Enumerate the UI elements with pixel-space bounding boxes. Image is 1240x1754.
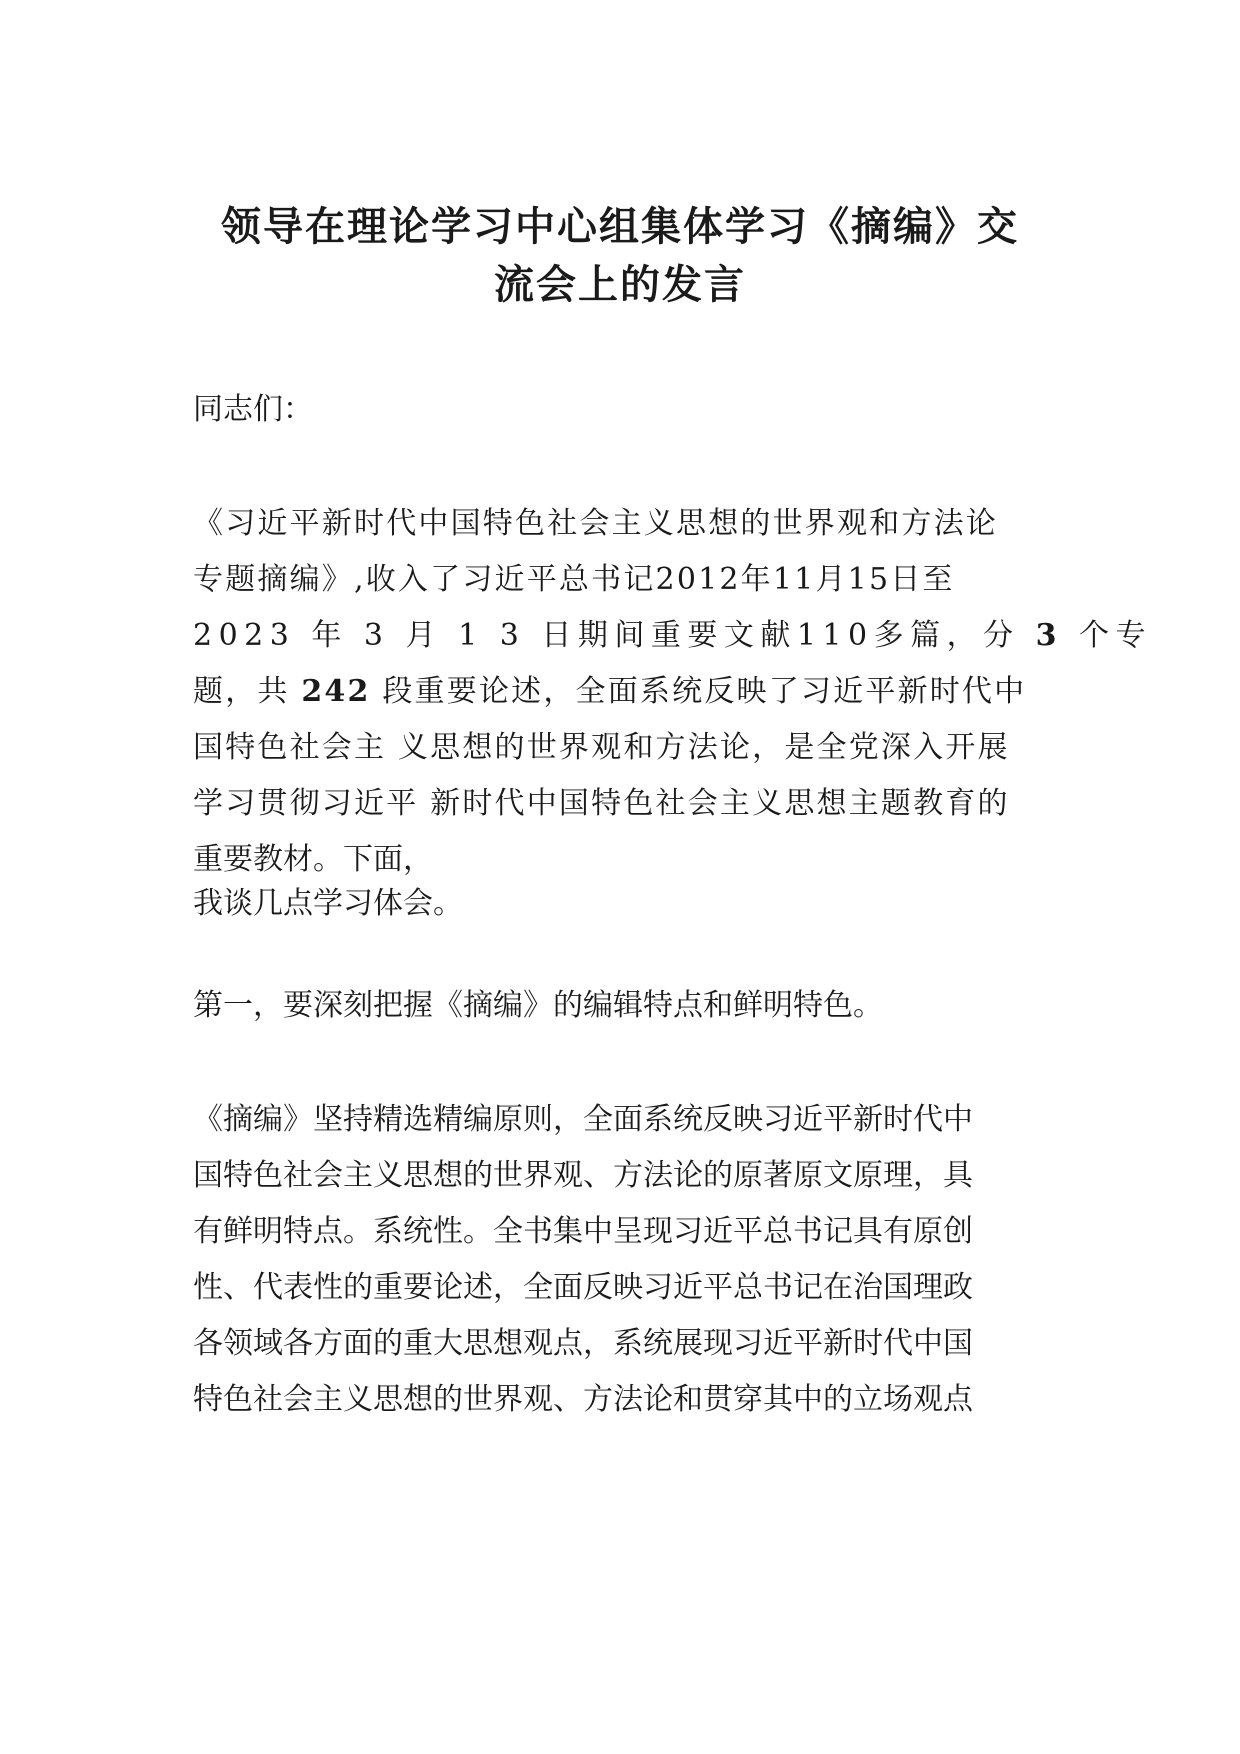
discourse-count: 242 xyxy=(301,674,371,709)
paragraph-1-line xyxy=(193,608,1153,664)
document-title xyxy=(160,198,1080,314)
greeting xyxy=(193,382,1053,438)
title-line-2: 流会上的发言 xyxy=(494,262,746,308)
paragraph-1 xyxy=(193,496,1153,932)
paragraph-1-line: 重要教材。下面， xyxy=(193,842,433,877)
paragraph-1-text: 段重要论述，全面系统反映了习近平新时代中 xyxy=(370,674,1027,709)
paragraph-2-line: 特色社会主义思想的世界观、方法论和贯穿其中的立场观点 xyxy=(193,1382,973,1417)
title-line-1: 领导在理论学习中心组集体学习《摘编》交 xyxy=(221,204,1019,250)
section-1-heading-text: 第一，要深刻把握《摘编》的编辑特点和鲜明特色。 xyxy=(193,988,883,1023)
greeting-text: 同志们： xyxy=(193,392,313,427)
topic-count: 3 xyxy=(1035,618,1063,653)
paragraph-1-line: 学习贯彻习近平 新时代中国特色社会主义思想主题教育的 xyxy=(193,786,1010,821)
paragraph-1-text: 2023 年 3 月 1 3 日期间重要文献110多篇，分 xyxy=(193,618,1036,653)
paragraph-1-line: 我谈几点学习体会。 xyxy=(193,886,463,921)
paragraph-1-text: 题，共 xyxy=(193,674,302,709)
paragraph-1-line: 国特色社会主 义思想的世界观和方法论，是全党深入开展 xyxy=(193,730,1010,765)
section-1-heading xyxy=(193,978,1053,1034)
paragraph-2-line: 有鲜明特点。系统性。全书集中呈现习近平总书记具有原创 xyxy=(193,1214,973,1249)
paragraph-1-line: 《习近平新时代中国特色社会主义思想的世界观和方法论 xyxy=(193,506,998,541)
paragraph-2 xyxy=(193,1092,1053,1428)
paragraph-1-line xyxy=(193,664,1053,720)
paragraph-2-line: 性、代表性的重要论述，全面反映习近平总书记在治国理政 xyxy=(193,1270,973,1305)
paragraph-2-line: 各领域各方面的重大思想观点，系统展现习近平新时代中国 xyxy=(193,1326,973,1361)
paragraph-2-line: 《摘编》坚持精选精编原则，全面系统反映习近平新时代中 xyxy=(193,1102,973,1137)
paragraph-1-text: 个专 xyxy=(1063,618,1153,653)
paragraph-2-line: 国特色社会主义思想的世界观、方法论的原著原文原理，具 xyxy=(193,1158,973,1193)
paragraph-1-line: 专题摘编》,收入了习近平总书记2012年11月15日至 xyxy=(193,562,955,597)
